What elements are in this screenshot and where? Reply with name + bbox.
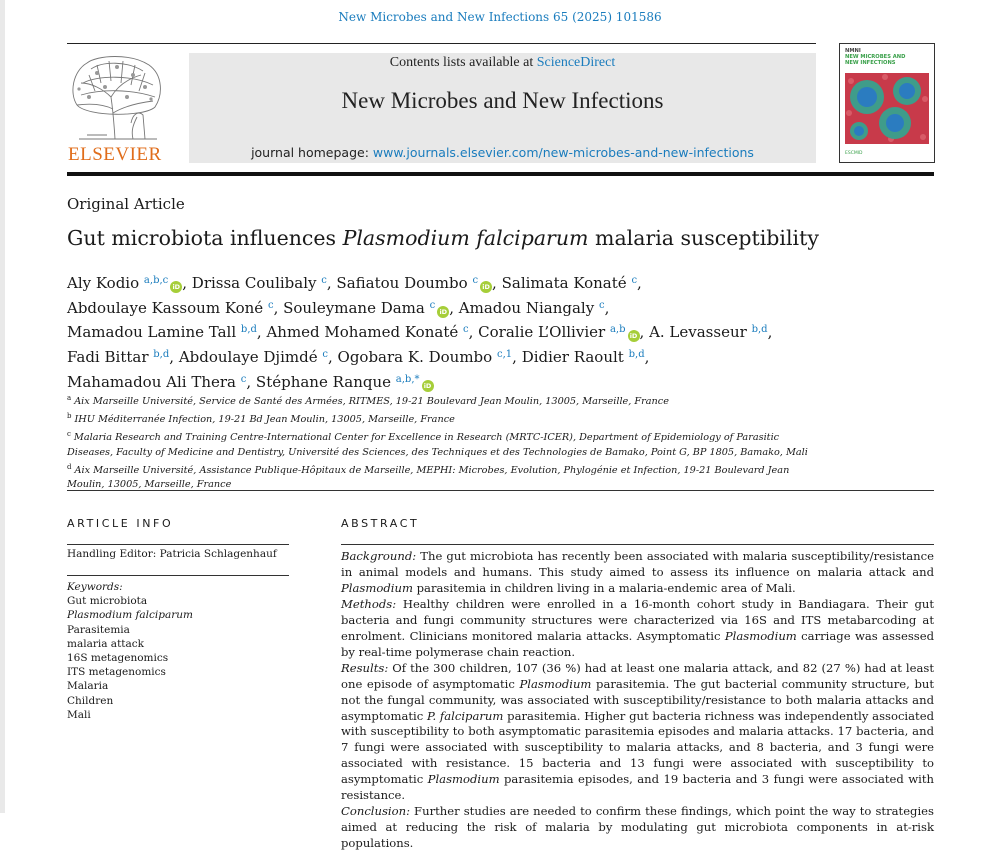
author-line: Fadi Bittar $^{b,d}$, Abdoulaye Djimdé $^c$, Ogobara K. Doumbo $^{c,1}$, Didier Raoult $^{b,d}$, [67, 348, 650, 367]
affiliation-text: Aix Marseille Université, Assistance Publique-Hôpitaux de Marseille, MEPHI: Microbes, Evolution, Phylogénie et Infection, 19-21 Boulevard Jean Moulin, 13005, Marseille, France [67, 464, 790, 491]
author-name[interactable]: Aly Kodio [67, 274, 140, 292]
background-text-2: parasitemia in children living in a malaria-endemic area of Mali. [412, 580, 796, 595]
affiliation-list [67, 391, 827, 492]
affiliation-text: Malaria Research and Training Centre-International Center for Excellence in Research (MRTC-ICER), Department of Epidemiology of Parasitic Diseases, Faculty of Medicine and Dentistry, Université des Sciences, des Techniques et des Technologies de Bamako, Point G, BP 1805, Bamako, Mali [67, 432, 808, 458]
author-affiliation-marker[interactable]: a,b [609, 324, 626, 336]
article-info-heading: ARTICLE INFO [67, 517, 174, 530]
cover-line-3: NEW INFECTIONS [845, 60, 896, 66]
keyword-item: malaria attack [67, 637, 145, 650]
abstract-rule [341, 544, 934, 545]
contents-prefix: Contents lists available at [389, 55, 537, 70]
orcid-icon[interactable]: iD [422, 380, 434, 392]
article-title [67, 226, 819, 250]
author-affiliation-marker[interactable]: c [598, 299, 605, 311]
author-name[interactable]: Fadi Bittar [67, 348, 149, 367]
affiliation [67, 460, 827, 492]
author-line: Mahamadou Ali Thera $^c$, Stéphane Ranque $^{a,b,*}$iD [67, 369, 927, 394]
keyword-item: Mali [67, 708, 91, 721]
results-italic-1: Plasmodium [519, 676, 592, 691]
author-name[interactable]: Abdoulaye Kassoum Koné [67, 298, 264, 317]
methods-label: Methods: [341, 596, 397, 611]
author-affiliation-marker[interactable]: a,b,c [143, 275, 169, 286]
author-affiliation-marker[interactable]: c [631, 275, 638, 286]
title-part-1: Gut microbiota influences [67, 226, 343, 250]
author-affiliation-marker[interactable]: c [429, 299, 436, 311]
keywords-label: Keywords: [67, 581, 123, 593]
cover-microbe-image-icon [845, 73, 929, 144]
author-name[interactable]: A. Levasseur [649, 323, 747, 342]
cover-line-2: NEW MICROBES AND [845, 54, 906, 60]
author-list [67, 270, 927, 394]
author-affiliation-marker[interactable]: b,d [240, 324, 257, 336]
results-italic-2: P. falciparum [427, 708, 504, 723]
author-affiliation-marker[interactable]: c [472, 275, 479, 286]
affiliation-text: Aix Marseille Université, Service de Santé des Armées, RITMES, 19-21 Boulevard Jean Moulin, 13005, Marseille, France [74, 396, 669, 407]
author-name[interactable]: Amadou Niangaly [458, 298, 595, 317]
journal-homepage-link[interactable]: www.journals.elsevier.com/new-microbes-and-new-infections [372, 145, 754, 160]
author-name[interactable]: Mamadou Lamine Tall [67, 323, 237, 342]
methods-text-2: carriage was assessed by real-time polymerase chain reaction. [341, 628, 935, 659]
background-italic-1: Plasmodium [341, 580, 413, 595]
keyword-item: Malaria [67, 680, 109, 693]
affiliation [67, 391, 827, 409]
elsevier-tree-logo-icon [67, 53, 165, 141]
author-name[interactable]: Salimata Konaté [501, 274, 627, 292]
author-name[interactable]: Safiatou Doumbo [336, 274, 468, 292]
abstract-conclusion [341, 804, 934, 852]
author-name[interactable]: Drissa Coulibaly [191, 274, 317, 292]
cover-footer: ESCMID [845, 151, 863, 156]
results-text-4: parasitemia episodes, and 19 bacteria and 3 fungi were associated with resistance. [341, 772, 934, 803]
journal-header-box [189, 53, 816, 163]
abstract-heading: ABSTRACT [341, 517, 420, 530]
orcid-icon[interactable]: iD [170, 281, 182, 293]
background-label: Background: [341, 549, 417, 563]
cover-line-1: NMNI [845, 48, 861, 54]
keywords-block [67, 580, 193, 722]
title-part-2: malaria susceptibility [588, 226, 819, 250]
orcid-icon[interactable]: iD [628, 330, 640, 342]
sciencedirect-link[interactable]: ScienceDirect [536, 55, 616, 70]
contents-line [189, 55, 816, 71]
abstract-background [341, 549, 934, 597]
info-rule-bottom [67, 575, 289, 576]
header-thick-rule [67, 172, 934, 176]
homepage-prefix: journal homepage: [251, 145, 373, 160]
author-affiliation-marker[interactable]: b,d [153, 349, 170, 361]
viewer-left-edge [0, 0, 5, 813]
keyword-item: Children [67, 694, 114, 707]
affiliation-letter: d [67, 462, 72, 471]
author-name[interactable]: Ahmed Mohamed Konaté [266, 323, 459, 342]
keyword-item: ITS metagenomics [67, 666, 166, 679]
homepage-line [189, 145, 816, 160]
conclusion-label: Conclusion: [341, 804, 410, 819]
results-italic-3: Plasmodium [427, 772, 500, 787]
author-name[interactable]: Ogobara K. Doumbo [337, 348, 493, 367]
author-affiliation-marker[interactable]: b,d [628, 349, 645, 361]
results-text-3: parasitemia. Higher gut bacteria richness was independently associated with susceptibility to both asymptomatic parasitemia episodes and malaria attacks. 17 bacteria, and 7 fungi were associated with susceptibility to malaria attacks, and 8 bacteria, and 3 fungi were associated with resistance. 15 bacteria and 13 fungi were associated with susceptibility to asymptomatic [341, 708, 934, 787]
results-text-1: Of the 300 children, 107 (36 %) had at least one malaria attack, and 82 (27 %) had at least one episode of asymptomatic [341, 660, 934, 691]
author-affiliation-marker[interactable]: c [463, 324, 469, 336]
affiliation-letter: b [67, 412, 72, 421]
results-text-2: parasitemia. The gut bacterial community structure, but not the fungal community, was associated with susceptibility/resistance to both malaria attacks and asymptomatic [341, 676, 934, 723]
author-name[interactable]: Didier Raoult [521, 348, 624, 367]
author-affiliation-marker[interactable]: c [322, 349, 328, 361]
journal-cover-thumbnail[interactable] [839, 43, 935, 163]
author-affiliation-marker[interactable]: a,b,* [395, 373, 420, 385]
handling-editor: Handling Editor: Patricia Schlagenhauf [67, 548, 277, 560]
cover-title [845, 48, 905, 66]
author-line: Aly Kodio $^{a,b,c}$iD , Drissa Coulibaly $^c$, Safiatou Doumbo $^c$iD , Salimata Konaté $^c$, [67, 274, 642, 292]
conclusion-text-1: Further studies are needed to confirm these findings, which point the way to strategies aimed at reducing the risk of malaria by modulating gut microbiota components in at-risk populations. [341, 804, 934, 851]
affiliation-text: IHU Méditerranée Infection, 19-21 Bd Jean Moulin, 13005, Marseille, France [74, 414, 455, 426]
keyword-item: Gut microbiota [67, 595, 148, 608]
author-name[interactable]: Mahamadou Ali Thera [67, 372, 236, 391]
results-label: Results: [341, 660, 389, 675]
methods-text-1: Healthy children were enrolled in a 16-month cohort study in Bandiagara. Their gut bacteria and fungi community structures were characterized via 16S and ITS metabarcoding at enrolment. Clinicians monitored malaria attacks. Asymptomatic [341, 596, 934, 643]
article-type: Original Article [67, 195, 185, 213]
author-name[interactable]: Abdoulaye Djimdé [178, 348, 318, 367]
citation-link[interactable]: New Microbes and New Infections 65 (2025) 101586 [338, 10, 662, 24]
section-rule [67, 490, 934, 491]
affiliation [67, 427, 827, 459]
affiliation-letter: c [67, 430, 71, 439]
info-rule-top [67, 544, 289, 545]
publisher-logo [67, 53, 167, 165]
author-affiliation-marker[interactable]: c [267, 299, 274, 311]
keyword-item: 16S metagenomics [67, 652, 169, 665]
keyword-item: Parasitemia [67, 623, 130, 636]
author-line: Mamadou Lamine Tall $^{b,d}$, Ahmed Mohamed Konaté $^c$, Coralie L’Ollivier $^{a,b}$iD , A. Levasseur $^{b,d}$, [67, 323, 773, 342]
orcid-icon[interactable]: iD [437, 306, 449, 318]
author-name[interactable]: Stéphane Ranque [255, 372, 391, 391]
abstract-methods [341, 597, 934, 661]
background-text-1: The gut microbiota has recently been associated with malaria susceptibility/resistance in animal models and humans. This study aimed to assess its influence on malaria attack and [341, 549, 934, 579]
journal-title[interactable]: New Microbes and New Infections [341, 88, 664, 113]
orcid-icon[interactable]: iD [480, 281, 492, 293]
keyword-item: Plasmodium falciparum [67, 609, 193, 622]
title-italic: Plasmodium falciparum [342, 226, 589, 250]
author-line: Abdoulaye Kassoum Koné $^c$, Souleymane Dama $^c$iD , Amadou Niangaly $^c$, [67, 298, 610, 317]
abstract-results [341, 661, 934, 805]
affiliation [67, 409, 827, 427]
publisher-name: ELSEVIER [68, 144, 162, 165]
abstract-body [341, 549, 934, 852]
author-affiliation-marker[interactable]: c [240, 373, 247, 385]
affiliation-letter: a [67, 394, 72, 402]
methods-italic-1: Plasmodium [724, 628, 797, 643]
author-affiliation-marker[interactable]: b,d [751, 324, 768, 336]
header-rule [67, 43, 816, 44]
author-affiliation-marker[interactable]: c [321, 275, 327, 286]
author-affiliation-marker[interactable]: c,1 [496, 349, 513, 361]
author-name[interactable]: Souleymane Dama [283, 298, 425, 317]
author-name[interactable]: Coralie L’Ollivier [478, 323, 606, 342]
